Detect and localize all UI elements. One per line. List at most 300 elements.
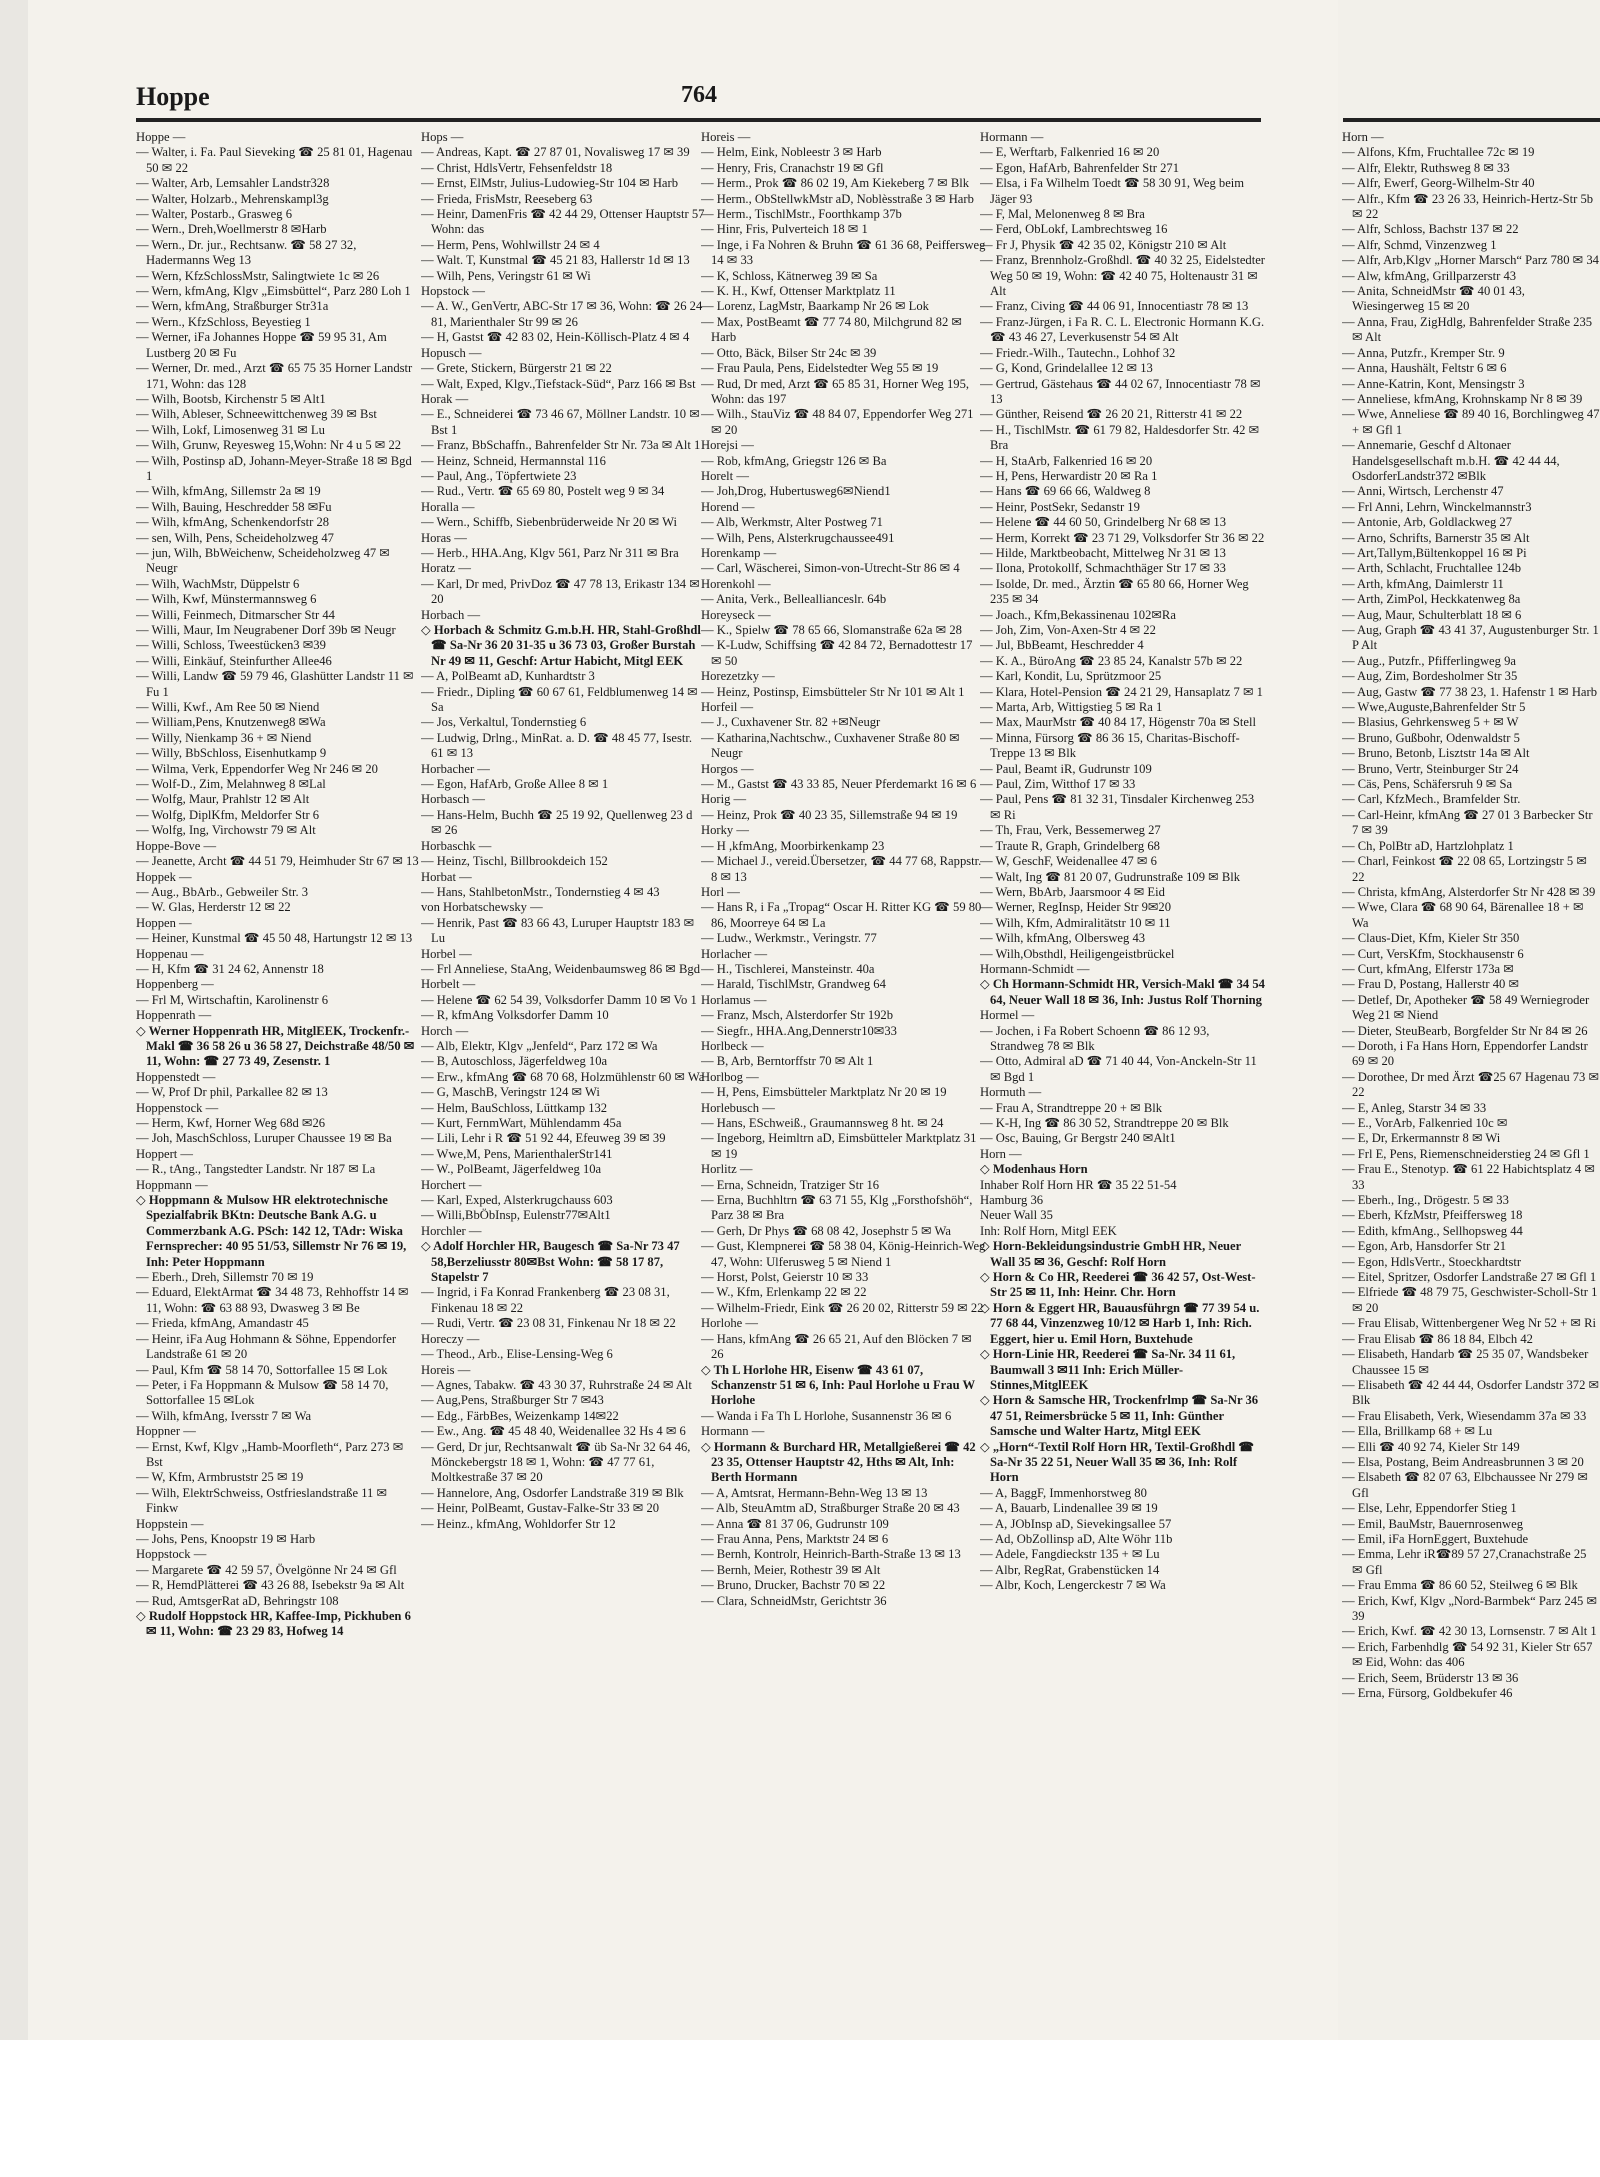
- surname-heading: Hoppenstedt —: [136, 1069, 216, 1084]
- directory-entry: — Bruno, Betonb, Lisztstr 14a ✉ Alt: [1342, 746, 1530, 761]
- directory-entry: — Willi, Maur, Im Neugrabener Dorf 39b ✉ Neugr: [136, 623, 396, 637]
- directory-entry: — Gerh, Dr Phys ☎ 68 08 42, Josephstr 5 ✉ Wa: [701, 1223, 951, 1238]
- directory-entry: — Herm., Prok ☎ 86 02 19, Am Kiekeberg 7 ✉ Blk: [701, 176, 970, 191]
- directory-entry: — Joh,Drog, Hubertusweg6✉Niend1: [701, 484, 891, 499]
- directory-entry: — Wwe,M, Pens, MarienthalerStr141: [421, 1146, 613, 1161]
- directory-entry: — Wilh, kfmAng, Sillemstr 2a ✉ 19: [136, 484, 321, 499]
- directory-entry: — Hilde, Marktbeobacht, Mittelweg Nr 31 ✉ 13: [980, 545, 1226, 560]
- directory-entry: — Hannelore, Ang, Osdorfer Landstraße 319 ✉ Blk: [421, 1485, 684, 1500]
- directory-entry: — Alfr, Schmd, Vinzenzweg 1: [1342, 237, 1497, 252]
- directory-entry: — J., Cuxhavener Str. 82 +✉Neugr: [701, 715, 881, 730]
- directory-entry: — Alfr, Arb,Klgv „Horner Marsch“ Parz 780 ✉ 34: [1342, 253, 1599, 268]
- directory-entry: — E., Schneiderei ☎ 73 46 67, Möllner Landstr. 10 ✉ Bst 1: [421, 407, 700, 437]
- directory-entry: — R., tAng., Tangstedter Landstr. Nr 187 ✉ La: [136, 1162, 376, 1177]
- directory-entry: — Otto, Admiral aD ☎ 71 40 44, Von-Anckeln-Str 11 ✉ Bgd 1: [980, 1054, 1257, 1084]
- surname-heading: Hoppert —: [136, 1146, 194, 1161]
- directory-entry: — sen, Wilh, Pens, Scheideholzweg 47: [136, 530, 334, 545]
- directory-entry: — Aug,Pens, Straßburger Str 7 ✉43: [421, 1393, 604, 1408]
- surname-heading: Horlbog —: [701, 1069, 759, 1084]
- directory-entry: — Frau Anna, Pens, Marktstr 24 ✉ 6: [701, 1531, 889, 1546]
- directory-entry: — K-Ludw, Schiffsing ☎ 42 84 72, Bernadottestr 17 ✉ 50: [701, 638, 973, 668]
- directory-entry: — Herm., TischlMstr., Foorthkamp 37b: [701, 207, 902, 222]
- directory-entry: — H., TischlMstr. ☎ 61 79 82, Haldesdorfer Str. 42 ✉ Bra: [980, 422, 1260, 453]
- directory-entry: — Wilh, Kfm, Admiralitätstr 10 ✉ 11: [980, 915, 1171, 930]
- directory-entry: — W, Kfm, Armbruststr 25 ✉ 19: [136, 1470, 304, 1485]
- directory-entry: — Walt. T, Kunstmal ☎ 45 21 83, Hallerstr 1d ✉ 13: [421, 253, 690, 268]
- directory-entry: — Art,Tallym,Bültenkoppel 16 ✉ Pi: [1342, 545, 1527, 560]
- directory-entry: — B, Autoschloss, Jägerfeldweg 10a: [421, 1054, 608, 1069]
- directory-entry: Neuer Wall 35: [980, 1208, 1053, 1223]
- directory-entry: — Kurt, FernmWart, Mühlendamm 45a: [421, 1116, 622, 1130]
- directory-entry: ◇ Th L Horlohe HR, Eisenw ☎ 43 61 07, Schanzenstr 51 ✉ 6, Inh: Paul Horlohe u Frau W Horlohe: [701, 1362, 975, 1408]
- directory-entry: — Helene ☎ 44 60 50, Grindelberg Nr 68 ✉ 13: [980, 515, 1227, 530]
- directory-entry: — Wern., KfzSchloss, Beyestieg 1: [136, 314, 311, 329]
- surname-heading: Horbelt —: [421, 977, 476, 992]
- directory-entry: — Bernh, Kontrolr, Heinrich-Barth-Straße 13 ✉ 13: [701, 1547, 961, 1562]
- directory-entry: — Heiner, Kunstmal ☎ 45 50 48, Hartungstr 12 ✉ 13: [136, 931, 413, 946]
- directory-entry: — Herm., ObStellwkMstr aD, Noblèsstraße 3 ✉ Harb: [701, 191, 974, 206]
- directory-entry: — Alb, SteuAmtm aD, Straßburger Straße 20 ✉ 43: [701, 1501, 960, 1516]
- directory-entry: ◇ „Horn“-Textil Rolf Horn HR, Textil-Großhdl ☎ Sa-Nr 35 22 51, Neuer Wall 35 ✉ 36, Inh: Rolf Horn: [980, 1439, 1255, 1485]
- directory-entry: — G, MaschB, Veringstr 124 ✉ Wi: [421, 1085, 600, 1100]
- surname-heading: Horenkamp —: [701, 545, 777, 560]
- directory-entry: — Clara, SchneidMstr, Gerichtstr 36: [701, 1593, 887, 1608]
- header-rule: [136, 118, 1261, 122]
- directory-entry: — Wilh, kfmAng, Iversstr 7 ✉ Wa: [136, 1408, 312, 1423]
- directory-entry: — Heinz, Schneid, Hermannstal 116: [421, 453, 606, 468]
- directory-entry: ◇ Horn-Linie HR, Reederei ☎ Sa-Nr. 34 11 61, Baumwall 3 ✉11 Inh: Erich Müller-Stinnes,MitglEEK: [980, 1347, 1236, 1392]
- header-rule-next: [1343, 118, 1600, 122]
- surname-heading: Horl —: [701, 884, 740, 899]
- directory-entry: — K, Schloss, Kätnerweg 39 ✉ Sa: [701, 268, 878, 283]
- directory-entry: — Elisabeth, Handarb ☎ 25 35 07, Wandsbeker Chaussee 15 ✉: [1342, 1347, 1589, 1377]
- directory-entry: — Frau Paula, Pens, Eidelstedter Weg 55 ✉ 19: [701, 361, 939, 376]
- directory-entry: Inhaber Rolf Horn HR ☎ 35 22 51-54: [980, 1177, 1177, 1192]
- surname-heading: Horejsi —: [701, 438, 754, 453]
- directory-entry: — Heinr, PolBeamt, Gustav-Falke-Str 33 ✉ 20: [421, 1501, 660, 1516]
- directory-entry: — Alb, Werkmstr, Alter Postweg 71: [701, 515, 883, 530]
- directory-entry: — Heinz., kfmAng, Wohldorfer Str 12: [421, 1516, 616, 1531]
- directory-entry: — Heinz, Tischl, Billbrookdeich 152: [421, 854, 608, 869]
- directory-entry: — A, PolBeamt aD, Kunhardtstr 3: [421, 669, 595, 684]
- directory-entry: — Anna, Frau, ZigHdlg, Bahrenfelder Straße 235 ✉ Alt: [1342, 314, 1593, 345]
- directory-entry: — Wern., Dreh,Woellmerstr 8 ✉Harb: [136, 222, 327, 237]
- directory-entry: — Anna, Putzfr., Kremper Str. 9: [1342, 345, 1505, 360]
- surname-heading: Hoppe —: [136, 130, 186, 144]
- directory-entry: ◇ Werner Hoppenrath HR, MitglEEK, Trockenfr.-Makl ☎ 36 58 26 u 36 58 27, Deichstraße 48/50 ✉ 11, Wohn: ☎ 27 73 49, Zesenstr. 1: [136, 1023, 415, 1069]
- directory-entry: — Ch, PolBtr aD, Hartzlohplatz 1: [1342, 838, 1514, 853]
- directory-entry: — A, Bauarb, Lindenallee 39 ✉ 19: [980, 1501, 1158, 1516]
- directory-entry: — Wolfg, DiplKfm, Meldorfer Str 6: [136, 807, 320, 822]
- directory-entry: — Aug, Graph ☎ 43 41 37, Augustenburger Str. 1 P Alt: [1342, 623, 1599, 653]
- directory-entry: — K. A., BüroAng ☎ 23 85 24, Kanalstr 57b ✉ 22: [980, 653, 1243, 668]
- directory-entry: — Egon, Arb, Hansdorfer Str 21: [1342, 1239, 1507, 1254]
- surname-heading: Horas —: [421, 530, 467, 545]
- directory-entry: — Cäs, Pens, Schäfersruh 9 ✉ Sa: [1342, 777, 1513, 792]
- surname-heading: Hoppenberg —: [136, 977, 214, 992]
- directory-entry: — Lorenz, LagMstr, Baarkamp Nr 26 ✉ Lok: [701, 299, 929, 314]
- surname-heading: Horbel —: [421, 946, 472, 961]
- directory-entry: — Lili, Lehr i R ☎ 51 92 44, Efeuweg 39 ✉ 39: [421, 1131, 666, 1146]
- directory-entry: ◇ Horn & Samsche HR, Trockenfrlmp ☎ Sa-Nr 36 47 51, Reimersbrücke 5 ✉ 11, Inh: Günther Samsche und Walter Hartz, Mitgl EEK: [980, 1393, 1259, 1439]
- directory-entry: — Peter, i Fa Hoppmann & Mulsow ☎ 58 14 70, Sottorfallee 15 ✉Lok: [136, 1377, 389, 1408]
- directory-entry: ◇ Horbach & Schmitz G.m.b.H. HR, Stahl-Großhdl ☎ Sa-Nr 36 20 31-35 u 36 73 03, Großer Burstah Nr 49 ✉ 11, Geschf: Artur Habicht, Mitgl EEK: [421, 623, 701, 668]
- directory-entry: — Wwe, Anneliese ☎ 89 40 16, Borchlingweg 47 + ✉ Gfl 1: [1342, 407, 1600, 437]
- directory-entry: — Arno, Schrifts, Barnerstr 35 ✉ Alt: [1342, 530, 1530, 545]
- directory-entry: — Joh, MaschSchloss, Luruper Chaussee 19 ✉ Ba: [136, 1131, 392, 1146]
- directory-entry: — Carl, Wäscherei, Simon-von-Utrecht-Str 86 ✉ 4: [701, 561, 960, 576]
- directory-entry: — Anna, Haushält, Feltstr 6 ✉ 6: [1342, 361, 1507, 376]
- surname-heading: Hoppenau —: [136, 946, 204, 961]
- directory-entry: — Helene ☎ 62 54 39, Volksdorfer Damm 10 ✉ Vo 1: [421, 992, 697, 1007]
- directory-entry: — Hans R, i Fa „Tropag“ Oscar H. Ritter KG ☎ 59 80 86, Moorreye 64 ✉ La: [701, 900, 982, 930]
- directory-entry: — Herm, Pens, Wohlwillstr 24 ✉ 4: [421, 237, 600, 252]
- surname-heading: Hoppek —: [136, 869, 192, 884]
- surname-heading: Hormann —: [980, 130, 1044, 144]
- directory-entry: — Katharina,Nachtschw., Cuxhavener Straße 80 ✉ Neugr: [701, 730, 960, 761]
- directory-entry: — Walt, Exped, Klgv.,Tiefstack-Süd“, Parz 166 ✉ Bst: [421, 376, 696, 391]
- directory-entry: — Ferd, ObLokf, Lambrechtsweg 16: [980, 222, 1168, 237]
- directory-entry: — Erna, Schneidn, Tratziger Str 16: [701, 1177, 880, 1192]
- directory-entry: ◇ Horn & Co HR, Reederei ☎ 36 42 57, Ost-West-Str 25 ✉ 11, Inh: Heinr. Chr. Horn: [980, 1270, 1256, 1300]
- directory-entry: — Wilh, kfmAng, Olbersweg 43: [980, 931, 1146, 946]
- directory-entry: — G, Kond, Grindelallee 12 ✉ 13: [980, 361, 1153, 376]
- directory-entry: — W., PolBeamt, Jägerfeldweg 10a: [421, 1162, 602, 1177]
- directory-entry: — Bruno, Vertr, Steinburger Str 24: [1342, 761, 1519, 776]
- directory-entry: — Ad, ObZollinsp aD, Alte Wöhr 11b: [980, 1531, 1173, 1546]
- directory-entry: — Aug, Maur, Schulterblatt 18 ✉ 6: [1342, 607, 1522, 622]
- directory-entry: — Jochen, i Fa Robert Schoenn ☎ 86 12 93, Strandweg 78 ✉ Blk: [980, 1023, 1210, 1053]
- directory-entry: — Wern., Schiffb, Siebenbrüderweide Nr 20 ✉ Wi: [421, 515, 677, 530]
- directory-entry: — Fr J, Physik ☎ 42 35 02, Königstr 210 ✉ Alt: [980, 237, 1227, 252]
- directory-entry: — Eberh, KfzMstr, Pfeiffersweg 18: [1342, 1208, 1523, 1223]
- directory-entry: — Max, MaurMstr ☎ 40 84 17, Högenstr 70a ✉ Stell: [980, 715, 1256, 730]
- directory-entry: — Paul, Pens ☎ 81 32 31, Tinsdaler Kirchenweg 253 ✉ Ri: [980, 792, 1255, 822]
- directory-entry: — Günther, Reisend ☎ 26 20 21, Ritterstr 41 ✉ 22: [980, 407, 1243, 422]
- directory-entry: — M., Gastst ☎ 43 33 85, Neuer Pferdemarkt 16 ✉ 6: [701, 777, 977, 792]
- surname-heading: Hoppenstock —: [136, 1100, 219, 1115]
- directory-entry: — Max, PostBeamt ☎ 77 74 80, Milchgrund 82 ✉ Harb: [701, 314, 962, 345]
- surname-heading: Hoppstock —: [136, 1547, 207, 1562]
- directory-entry: — Emil, iFa HornEggert, Buxtehude: [1342, 1531, 1529, 1546]
- directory-entry: — William,Pens, Knutzenweg8 ✉Wa: [136, 715, 326, 730]
- directory-entry: — Erich, Farbenhdlg ☎ 54 92 31, Kieler Str 657 ✉ Eid, Wohn: das 406: [1342, 1639, 1593, 1670]
- directory-entry: — Eduard, ElektArmat ☎ 34 48 73, Rehhoffstr 14 ✉ 11, Wohn: ☎ 63 88 93, Dwasweg 3 ✉ Be: [136, 1285, 409, 1315]
- directory-entry: — Wilh, kfmAng, Schenkendorfstr 28: [136, 515, 330, 530]
- directory-entry: — Wilh, ElektrSchweiss, Ostfrieslandstraße 11 ✉ Finkw: [136, 1485, 388, 1516]
- directory-entry: — E, Anleg, Starstr 34 ✉ 33: [1342, 1100, 1487, 1115]
- directory-entry: — H., Tischlerei, Mansteinstr. 40a: [701, 961, 875, 976]
- directory-entry: — Egon, HafArb, Große Allee 8 ✉ 1: [421, 777, 609, 792]
- directory-entry: — Paul, Kfm ☎ 58 14 70, Sottorfallee 15 ✉ Lok: [136, 1362, 388, 1377]
- surname-heading: Horelt —: [701, 468, 749, 483]
- directory-entry: — Elsabeth ☎ 82 07 63, Elbchaussee Nr 279 ✉ Gfl: [1342, 1470, 1588, 1500]
- directory-entry: — Horst, Polst, Geierstr 10 ✉ 33: [701, 1270, 869, 1285]
- binding-strip: [0, 0, 28, 2040]
- directory-entry: ◇ Horn & Eggert HR, Bauausführgn ☎ 77 39 54 u. 77 68 44, Vinzenzweg 10/12 ✉ Harb 1, Inh: Rich. Eggert, hier u. Emil Horn, Buxtehude: [980, 1300, 1260, 1346]
- directory-entry: — Frau D, Postang, Hallerstr 40 ✉: [1342, 977, 1520, 992]
- directory-entry: — H, StaArb, Falkenried 16 ✉ 20: [980, 453, 1153, 468]
- surname-heading: Horlohe —: [701, 1316, 759, 1331]
- directory-entry: — Jos, Verkaltul, Tondernstieg 6: [421, 715, 587, 730]
- directory-entry: — Heinr, PostSekr, Sedanstr 19: [980, 499, 1140, 514]
- directory-entry: — Anita, Verk., Belleallianceslr. 64b: [701, 592, 887, 607]
- directory-entry: Hamburg 36: [980, 1193, 1044, 1208]
- directory-entry: — Walter, Holzarb., Mehrenskampl3g: [136, 191, 329, 206]
- directory-entry: — Alfr, Schloss, Bachstr 137 ✉ 22: [1342, 222, 1519, 237]
- directory-entry: — Frau A, Strandtreppe 20 + ✉ Blk: [980, 1100, 1163, 1115]
- surname-heading: Horfeil —: [701, 700, 754, 715]
- directory-entry: — Anna ☎ 81 37 06, Gudrunstr 109: [701, 1516, 889, 1531]
- surname-heading: Hoppner —: [136, 1424, 196, 1439]
- column-2: [421, 130, 706, 2030]
- surname-heading: Horbat —: [421, 869, 472, 884]
- directory-entry: — Frl E, Pens, Riemenschneiderstieg 24 ✉ Gfl 1: [1342, 1146, 1590, 1161]
- surname-heading: Hoppen —: [136, 915, 192, 930]
- directory-entry: — Franz-Jürgen, i Fa R. C. L. Electronic Hormann K.G. ☎ 43 46 27, Leverkusenstr 54 ✉ Alt: [980, 314, 1265, 345]
- directory-entry: — R, kfmAng Volksdorfer Damm 10: [421, 1008, 609, 1023]
- directory-entry: — Hans, StahlbetonMstr., Tondernstieg 4 ✉ 43: [421, 884, 660, 899]
- directory-entry: — Egon, HdlsVertr., Stoeckhardtstr: [1342, 1254, 1522, 1269]
- directory-entry: — Frieda, FrisMstr, Reeseberg 63: [421, 191, 593, 206]
- directory-entry: — W. Glas, Herderstr 12 ✉ 22: [136, 900, 291, 915]
- directory-entry: — Wern., Dr. jur., Rechtsanw. ☎ 58 27 32, Hadermanns Weg 13: [136, 237, 357, 268]
- surname-heading: Horeis —: [701, 130, 751, 144]
- directory-entry: — Walter, Arb, Lemsahler Landstr328: [136, 176, 330, 191]
- directory-entry: — H, Pens, Eimsbütteler Marktplatz Nr 20 ✉ 19: [701, 1085, 947, 1100]
- directory-entry: — Willi, Landw ☎ 59 79 46, Glashütter Landstr 11 ✉ Fu 1: [136, 669, 414, 699]
- directory-entry: — A, BaggF, Immenhorstweg 80: [980, 1485, 1147, 1500]
- directory-entry: — Dieter, SteuBearb, Borgfelder Str Nr 84 ✉ 26: [1342, 1023, 1588, 1038]
- directory-entry: — Antonie, Arb, Goldlackweg 27: [1342, 515, 1512, 530]
- directory-entry: — Dorothee, Dr med Ärzt ☎25 67 Hagenau 73 ✉ 22: [1342, 1069, 1600, 1100]
- directory-entry: — Elsa, Postang, Beim Andreasbrunnen 3 ✉ 20: [1342, 1454, 1584, 1469]
- directory-entry: — Karl, Kondit, Lu, Sprützmoor 25: [980, 669, 1162, 684]
- directory-entry: — Wilh, Kwf, Münstermannsweg 6: [136, 592, 317, 607]
- directory-entry: — Werner, iFa Johannes Hoppe ☎ 59 95 31, Am Lustberg 20 ✉ Fu: [136, 330, 387, 360]
- directory-entry: — Alw, kfmAng, Grillparzerstr 43: [1342, 268, 1517, 283]
- directory-entry: — H ,kfmAng, Moorbirkenkamp 23: [701, 838, 885, 853]
- directory-entry: — Ernst, ElMstr, Julius-Ludowieg-Str 104 ✉ Harb: [421, 176, 679, 191]
- directory-entry: — Edg., FärbBes, Weizenkamp 14✉22: [421, 1408, 619, 1423]
- directory-entry: — A, Amtsrat, Hermann-Behn-Weg 13 ✉ 13: [701, 1485, 928, 1500]
- directory-entry: — Carl-Heinr, kfmAng ☎ 27 01 3 Barbecker Str 7 ✉ 39: [1342, 807, 1593, 838]
- directory-entry: — Charl, Feinkost ☎ 22 08 65, Lortzingstr 5 ✉ 22: [1342, 854, 1587, 884]
- directory-entry: — Albr, Koch, Lengerckestr 7 ✉ Wa: [980, 1578, 1166, 1593]
- directory-entry: — Heinr, iFa Aug Hohmann & Söhne, Eppendorfer Landstraße 61 ✉ 20: [136, 1331, 397, 1362]
- directory-entry: — Claus-Diet, Kfm, Kieler Str 350: [1342, 931, 1520, 946]
- directory-entry: — Aug, Gastw ☎ 77 38 23, 1. Hafenstr 1 ✉ Harb: [1342, 684, 1597, 699]
- surname-heading: Horezetzky —: [701, 669, 775, 684]
- surname-heading: Horatz —: [421, 561, 472, 576]
- directory-entry: — Inge, i Fa Nohren & Bruhn ☎ 61 36 68, Peiffersweg 14 ✉ 33: [701, 237, 986, 268]
- surname-heading: Horgos —: [701, 761, 754, 776]
- directory-entry: — Adele, Fangdieckstr 135 + ✉ Lu: [980, 1547, 1160, 1562]
- surname-heading: Hoppenrath —: [136, 1008, 212, 1023]
- directory-entry: — E, Dr, Erkermannstr 8 ✉ Wi: [1342, 1131, 1501, 1146]
- directory-entry: — Henry, Fris, Cranachstr 19 ✉ Gfl: [701, 160, 884, 175]
- directory-entry: — Christ, HdlsVertr, Fehsenfeldstr 18: [421, 160, 613, 175]
- surname-heading: Horalla —: [421, 499, 475, 514]
- directory-entry: — Hans ☎ 69 66 66, Waldweg 8: [980, 484, 1151, 499]
- directory-entry: — Rud., Vertr. ☎ 65 69 80, Postelt weg 9 ✉ 34: [421, 484, 665, 499]
- column-4: [980, 130, 1265, 2030]
- directory-entry: — H, Pens, Herwardistr 20 ✉ Ra 1: [980, 468, 1158, 483]
- directory-entry: — Heinr, DamenFris ☎ 42 44 29, Ottenser Hauptstr 57 Wohn: das: [421, 207, 705, 237]
- directory-entry: — Ingeborg, Heimltrn aD, Eimsbütteler Marktplatz 31 ✉ 19: [701, 1131, 977, 1161]
- directory-entry: — Ernst, Kwf, Klgv „Hamb-Moorfleth“, Parz 273 ✉ Bst: [136, 1439, 404, 1469]
- directory-entry: — Harald, TischlMstr, Grandweg 64: [701, 977, 886, 992]
- directory-entry: — H, Gastst ☎ 42 83 02, Hein-Köllisch-Platz 4 ✉ 4: [421, 330, 690, 345]
- directory-entry: — Blasius, Gehrkensweg 5 + ✉ W: [1342, 715, 1519, 730]
- surname-heading: Horbasch —: [421, 792, 486, 807]
- surname-heading: Horlebusch —: [701, 1100, 775, 1115]
- directory-entry: — Erich, Kwf, Klgv „Nord-Barmbek“ Parz 245 ✉ 39: [1342, 1593, 1598, 1623]
- directory-entry: — Karl, Dr med, PrivDoz ☎ 47 78 13, Erikastr 134 ✉ 20: [421, 576, 700, 607]
- directory-entry: — Rob, kfmAng, Griegstr 126 ✉ Ba: [701, 453, 887, 468]
- directory-entry: — Wern, kfmAng, Klgv „Eimsbüttel“, Parz 280 Loh 1: [136, 284, 411, 299]
- column-3: [701, 130, 986, 2030]
- surname-heading: Horig —: [701, 792, 747, 807]
- directory-entry: — Eitel, Spritzer, Osdorfer Landstraße 27 ✉ Gfl 1: [1342, 1270, 1597, 1285]
- directory-entry: — Doroth, i Fa Hans Horn, Eppendorfer Landstr 69 ✉ 20: [1342, 1038, 1588, 1069]
- column-5: [1342, 130, 1600, 2030]
- surname-heading: Horlacher —: [701, 946, 768, 961]
- directory-entry: — Elli ☎ 40 92 74, Kieler Str 149: [1342, 1439, 1520, 1454]
- surname-heading: Horend —: [701, 499, 755, 514]
- directory-entry: — W, GeschF, Weidenallee 47 ✉ 6: [980, 854, 1157, 869]
- directory-entry: — Agnes, Tabakw. ☎ 43 30 37, Ruhrstraße 24 ✉ Alt: [421, 1377, 692, 1392]
- directory-entry: — Willy, BbSchloss, Eisenhutkamp 9: [136, 746, 327, 761]
- directory-entry: — Wern, kfmAng, Straßburger Str31a: [136, 299, 329, 314]
- directory-entry: — Aug., BbArb., Gebweiler Str. 3: [136, 884, 309, 899]
- directory-entry: — Wolfg, Ing, Virchowstr 79 ✉ Alt: [136, 823, 316, 838]
- directory-entry: — Frieda, kfmAng, Amandastr 45: [136, 1316, 309, 1331]
- directory-entry: — K., Spielw ☎ 78 65 66, Slomanstraße 62a ✉ 28: [701, 623, 962, 637]
- surname-heading: Horak —: [421, 391, 469, 406]
- directory-entry: — Henrik, Past ☎ 83 66 43, Luruper Hauptstr 183 ✉ Lu: [421, 915, 695, 946]
- directory-entry: — Erich, Kwf. ☎ 42 30 13, Lornsenstr. 7 ✉ Alt 1: [1342, 1624, 1597, 1639]
- directory-entry: — Alfr., Kfm ☎ 23 26 33, Heinrich-Hertz-Str 5b ✉ 22: [1342, 191, 1594, 222]
- directory-entry: — Johs, Pens, Knoopstr 19 ✉ Harb: [136, 1531, 316, 1546]
- directory-entry: — Herb., HHA.Ang, Klgv 561, Parz Nr 311 ✉ Bra: [421, 545, 679, 560]
- directory-entry: — Wwe, Clara ☎ 68 90 64, Bärenallee 18 + ✉ Wa: [1342, 900, 1584, 930]
- directory-entry: — Franz, BbSchaffn., Bahrenfelder Str Nr. 73a ✉ Alt 1: [421, 438, 701, 453]
- directory-entry: — Wilh, Lokf, Limosenweg 31 ✉ Lu: [136, 422, 325, 437]
- directory-entry: — Emil, BauMstr, Bauernrosenweg: [1342, 1516, 1524, 1531]
- directory-entry: — Franz, Brennholz-Großhdl. ☎ 40 32 25, Eidelstedter Weg 50 ✉ 19, Wohn: ☎ 42 40 75, Holtenaustr 31 ✉ Alt: [980, 253, 1265, 299]
- directory-entry: — Hinr, Fris, Pulverteich 18 ✉ 1: [701, 222, 868, 237]
- directory-entry: — Marta, Arb, Wittigstieg 5 ✉ Ra 1: [980, 700, 1163, 715]
- directory-entry: — Andreas, Kapt. ☎ 27 87 01, Novalisweg 17 ✉ 39: [421, 145, 690, 160]
- directory-entry: — Frau Elisab ☎ 86 18 84, Elbch 42: [1342, 1331, 1533, 1346]
- directory-entry: — Siegfr., HHA.Ang,Dennerstr10✉33: [701, 1023, 897, 1038]
- surname-heading: Horlamus —: [701, 992, 767, 1007]
- directory-entry: — Wilh, Bootsb, Kirchenstr 5 ✉ Alt1: [136, 391, 326, 406]
- directory-entry: — Anne-Katrin, Kont, Mensingstr 3: [1342, 376, 1525, 391]
- directory-entry: — Elisabeth ☎ 42 44 44, Osdorfer Landstr 372 ✉ Blk: [1342, 1377, 1600, 1408]
- directory-entry: — Wanda i Fa Th L Horlohe, Susannenstr 36 ✉ 6: [701, 1408, 952, 1423]
- directory-entry: — Klara, Hotel-Pension ☎ 24 21 29, Hansaplatz 7 ✉ 1: [980, 684, 1263, 699]
- directory-entry: — Willi, Kwf., Am Ree 50 ✉ Niend: [136, 700, 320, 715]
- directory-entry: — Wern, BbArb, Jaarsmoor 4 ✉ Eid: [980, 884, 1165, 899]
- directory-entry: — Margarete ☎ 42 59 57, Övelgönne Nr 24 ✉ Gfl: [136, 1562, 397, 1577]
- surname-heading: Horbacher —: [421, 761, 490, 776]
- directory-entry: — Alfr, Ewerf, Georg-Wilhelm-Str 40: [1342, 176, 1535, 191]
- directory-entry: — W, Prof Dr phil, Parkallee 82 ✉ 13: [136, 1085, 328, 1100]
- directory-entry: — Erw., kfmAng ☎ 68 70 68, Holzmühlenstr 60 ✉ Wa: [421, 1069, 705, 1084]
- directory-entry: — Wilh, Grunw, Reyesweg 15,Wohn: Nr 4 u 5 ✉ 22: [136, 438, 402, 453]
- directory-entry: — Osc, Bauing, Gr Bergstr 240 ✉Alt1: [980, 1131, 1176, 1146]
- directory-entry: — Annemarie, Geschf d Altonaer Handelsgesellschaft m.b.H. ☎ 42 44 44, OsdorferLandstr372 ✉Blk: [1342, 438, 1560, 483]
- directory-entry: ◇ Horn-Bekleidungsindustrie GmbH HR, Neuer Wall 35 ✉ 36, Geschf: Rolf Horn: [980, 1239, 1242, 1269]
- directory-entry: — Theod., Arb., Elise-Lensing-Weg 6: [421, 1347, 613, 1362]
- directory-entry: — Gertrud, Gästehaus ☎ 44 02 67, Innocentiastr 78 ✉ 13: [980, 376, 1261, 406]
- surname-heading: Horch —: [421, 1023, 469, 1038]
- directory-entry: — A. W., GenVertr, ABC-Str 17 ✉ 36, Wohn: ☎ 26 24 81, Marienthaler Str 99 ✉ 26: [421, 299, 703, 329]
- directory-entry: — Frau E., Stenotyp. ☎ 61 22 Habichtsplatz 4 ✉ 33: [1342, 1162, 1595, 1192]
- directory-entry: — Willi, Feinmech, Ditmarscher Str 44: [136, 607, 335, 622]
- directory-entry: — Heinz, Postinsp, Eimsbütteler Str Nr 101 ✉ Alt 1: [701, 684, 965, 699]
- directory-entry: — Frl M, Wirtschaftin, Karolinenstr 6: [136, 992, 328, 1007]
- directory-entry: — Paul, Zim, Witthof 17 ✉ 33: [980, 777, 1136, 792]
- surname-heading: von Horbatschewsky —: [421, 900, 543, 915]
- directory-entry: — Elsa, i Fa Wilhelm Toedt ☎ 58 30 91, Weg beim Jäger 93: [980, 176, 1245, 206]
- directory-entry: — Arth, Schlacht, Fruchtallee 124b: [1342, 561, 1522, 576]
- directory-entry: — Wilh, Ableser, Schneewittchenweg 39 ✉ Bst: [136, 407, 377, 422]
- directory-entry: — Rud, Dr med, Arzt ☎ 65 85 31, Horner Weg 195, Wohn: das 197: [701, 376, 970, 406]
- directory-entry: — Wilhelm-Friedr, Eink ☎ 26 20 02, Ritterstr 59 ✉ 22: [701, 1300, 984, 1315]
- directory-entry: — Anneliese, kfmAng, Krohnskamp Nr 8 ✉ 39: [1342, 391, 1583, 406]
- directory-entry: — Hans, ESchweiß., Graumannsweg 8 ht. ✉ 24: [701, 1116, 944, 1130]
- directory-entry: — Eberh., Dreh, Sillemstr 70 ✉ 19: [136, 1270, 314, 1285]
- directory-entry: — Ilona, Protokollf, Schmachthäger Str 17 ✉ 33: [980, 561, 1226, 576]
- directory-entry: — Erna, Fürsorg, Goldbekufer 46: [1342, 1686, 1513, 1701]
- directory-entry: — Herm, Kwf, Horner Weg 68d ✉26: [136, 1116, 326, 1130]
- directory-entry: — Friedr., Dipling ☎ 60 67 61, Feldblumenweg 14 ✉ Sa: [421, 684, 698, 715]
- directory-entry: — Helm, Eink, Nobleestr 3 ✉ Harb: [701, 145, 882, 160]
- directory-entry: — Wilh, Pens, Veringstr 61 ✉ Wi: [421, 268, 591, 283]
- surname-heading: Hormuth —: [980, 1085, 1042, 1100]
- directory-entry: — E., VorArb, Falkenried 10c ✉: [1342, 1116, 1508, 1130]
- directory-entry: — Else, Lehr, Eppendorfer Stieg 1: [1342, 1501, 1517, 1516]
- surname-heading: Hormann-Schmidt —: [980, 961, 1090, 976]
- bottom-margin: [0, 2040, 1600, 2177]
- surname-heading: Horn —: [980, 1146, 1022, 1161]
- directory-entry: — Wwe,Auguste,Bahrenfelder Str 5: [1342, 700, 1526, 715]
- directory-entry: — Frl Anneliese, StaAng, Weidenbaumsweg 86 ✉ Bgd: [421, 961, 700, 976]
- directory-entry: — Wolf-D., Zim, Melahnweg 8 ✉Lal: [136, 777, 326, 792]
- directory-entry: ◇ Modenhaus Horn: [980, 1162, 1088, 1177]
- directory-entry: — Gust, Klempnerei ☎ 58 38 04, König-Heinrich-Weg 47, Wohn: Ulferusweg 5 ✉ Niend 1: [701, 1239, 986, 1269]
- directory-entry: — Wilh., StauViz ☎ 48 84 07, Eppendorfer Weg 271 ✉ 20: [701, 407, 974, 437]
- surname-heading: Hormel —: [980, 1008, 1035, 1023]
- directory-entry: — Herm, Korrekt ☎ 23 71 29, Volksdorfer Str 36 ✉ 22: [980, 530, 1265, 545]
- directory-entry: — Wilh,Obsthdl, Heiligengeistbrückel: [980, 946, 1175, 961]
- directory-entry: — Curt, kfmAng, Elferstr 173a ✉: [1342, 961, 1514, 976]
- running-head: [136, 82, 1256, 122]
- surname-heading: Hormann —: [701, 1424, 765, 1439]
- directory-entry: Inh: Rolf Horn, Mitgl EEK: [980, 1223, 1117, 1238]
- directory-entry: — R, HemdPlätterei ☎ 43 26 88, Isebekstr 9a ✉ Alt: [136, 1578, 405, 1593]
- directory-entry: — Michael J., vereid.Übersetzer, ☎ 44 77 68, Rappstr. 8 ✉ 13: [701, 854, 982, 884]
- surname-heading: Hops —: [421, 130, 464, 144]
- directory-entry: — Carl, KfzMech., Bramfelder Str.: [1342, 792, 1521, 807]
- directory-entry: — Alb, Elektr, Klgv „Jenfeld“, Parz 172 ✉ Wa: [421, 1038, 658, 1053]
- directory-entry: — Franz, Msch, Alsterdorfer Str 192b: [701, 1008, 894, 1023]
- directory-entry: — Eberh., Ing., Drögestr. 5 ✉ 33: [1342, 1193, 1509, 1208]
- surname-heading: Hopstock —: [421, 284, 486, 299]
